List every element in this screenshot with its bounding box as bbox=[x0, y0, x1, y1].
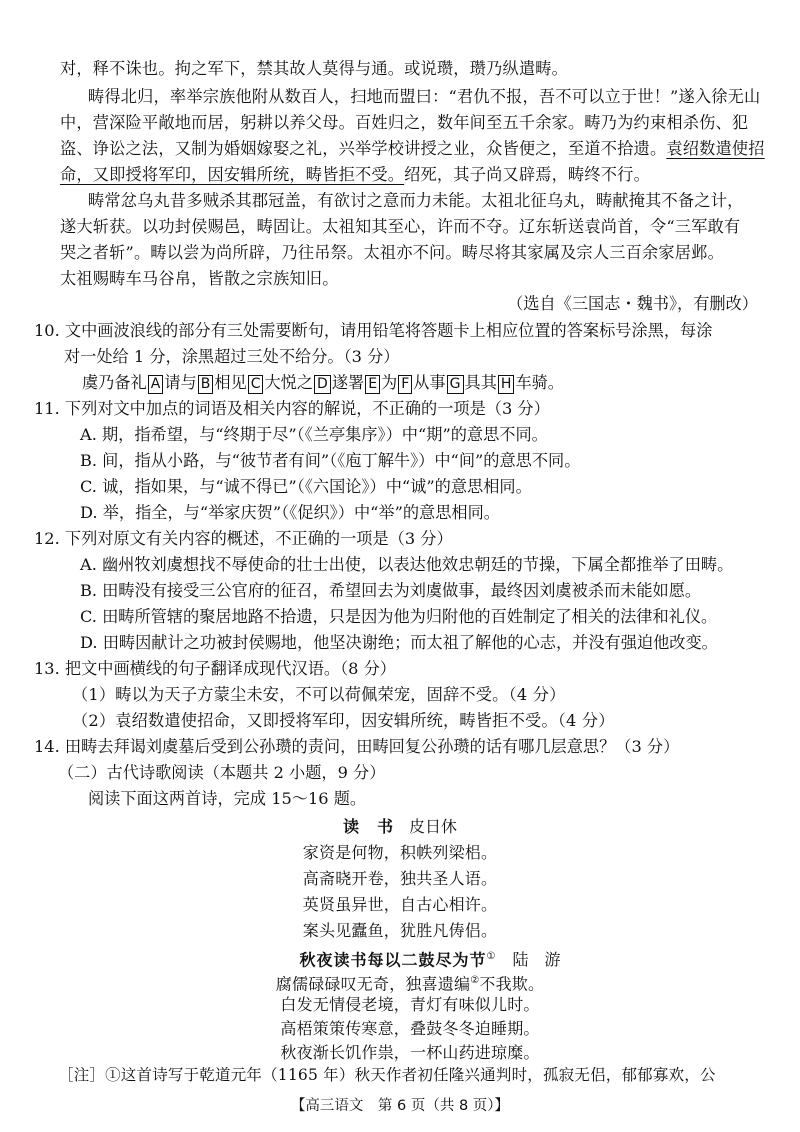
option-12-a: A. 幽州牧刘虞想找不辱使命的壮士出使，以表达他效忠朝廷的节操，下属全都推举了田畴。 bbox=[80, 555, 734, 574]
poem-annotation: ［注］①这首诗写于乾道元年（1165 年）秋天作者初任隆兴通判时，孤寂无侣，郁郁寡欢，公 bbox=[58, 1066, 716, 1084]
passage-line: 太祖赐畴车马谷帛，皆散之宗族知旧。 bbox=[60, 269, 339, 288]
option-11-b: B. 间，指从小路，与“彼节者有间”（《庖丁解牛》）中“间”的意思不同。 bbox=[80, 451, 581, 470]
poem2-title-note: ① bbox=[486, 951, 496, 962]
question-13: 13. 把文中画横线的句子翻译成现代汉语。（8 分） bbox=[34, 659, 396, 678]
passage-line: 对，释不诛也。拘之军下，禁其故人莫得与通。或说瓒，瓒乃纵遣畴。 bbox=[60, 59, 569, 78]
segment-text: 具其 bbox=[464, 373, 497, 392]
option-11-a: A. 期，指希望，与“终期于尽”（《兰亭集序》）中“期”的意思不同。 bbox=[80, 425, 548, 444]
poem1-title-row bbox=[0, 816, 800, 838]
passage-line bbox=[60, 138, 765, 160]
segment-text: 从事 bbox=[413, 373, 446, 392]
passage-line: 畴得北归，率举宗族他附从数百人，扫地而盟曰：“君仇不报，吾不可以立于世！”遂入徐无山 bbox=[88, 87, 761, 106]
segment-text: 相见 bbox=[214, 373, 247, 392]
passage-line: 中，营深险平敞地而居，躬耕以养父母。百姓归之，数年间至五千余家。畴乃为约束相杀伤、犯 bbox=[60, 113, 749, 132]
option-12-d: D. 田畴因献计之功被封侯赐地，他坚决谢绝；而太祖了解他的心志，并没有强迫他改变。 bbox=[80, 633, 718, 652]
poem1-title: 读 书 bbox=[342, 817, 394, 836]
poem1-line: 高斋晓开卷，独共圣人语。 bbox=[302, 869, 498, 888]
question-14: 14. 田畴去拜谒刘虞墓后受到公孙瓒的责问，田畴回复公孙瓒的话有哪几层意思？（3 分） bbox=[34, 737, 680, 756]
poem1-line: 家资是何物，积帙列梁梠。 bbox=[302, 843, 498, 862]
option-11-c: C. 诚，指如果，与“诚不得已”（《六国论》）中“诚”的意思相同。 bbox=[80, 477, 532, 496]
option-11-d: D. 举，指全，与“举家庆贺”（《促织》）中“举”的意思相同。 bbox=[80, 503, 500, 522]
section-instruction: 阅读下面这两首诗，完成 15～16 题。 bbox=[88, 789, 367, 808]
underlined-sentence: 命，又即授将军印，因安辑所统，畴皆拒不受。 bbox=[60, 165, 405, 184]
question-10-cont: 对一处给 1 分，涂黑超过三处不给分。（3 分） bbox=[64, 347, 400, 366]
poem2-line bbox=[0, 970, 800, 995]
segment-text: 车骑。 bbox=[515, 373, 564, 392]
passage-line: 畴常忿乌丸昔多贼杀其郡冠盖，有欲讨之意而力未能。太祖北征乌丸，畴献掩其不备之计， bbox=[88, 191, 744, 210]
poem2-title-row bbox=[0, 946, 800, 971]
poem2-author: 陆 游 bbox=[512, 950, 561, 970]
segment-text: 请与 bbox=[164, 373, 197, 392]
question-13-item-1: （1）畴以为天子方蒙尘未安，不可以荷佩荣宠，固辞不受。（4 分） bbox=[72, 685, 566, 704]
question-10: 10. 文中画波浪线的部分有三处需要断句，请用铅笔将答题卡上相应位置的答案标号涂黑，每涂 bbox=[34, 321, 713, 340]
passage-line: 遂大斩获。以功封侯赐邑，畴固让。太祖知其至心，许而不夺。辽东斩送袁尚首，令“三军敢有 bbox=[60, 217, 741, 236]
source-citation: （选自《三国志・魏书》，有删改） bbox=[507, 294, 758, 313]
answer-box-a[interactable]: A bbox=[148, 375, 164, 394]
option-12-b: B. 田畴没有接受三公官府的征召，希望回去为刘虞做事，最终因刘虞被杀而未能如愿。 bbox=[80, 581, 702, 600]
poem1-line: 案头见蠹鱼，犹胜凡俦侣。 bbox=[302, 921, 498, 940]
passage-text: 绍死，其子尚又辟焉，畴终不行。 bbox=[404, 165, 650, 184]
poem2-line-note: ② bbox=[470, 975, 480, 986]
segment-text: 大悦之 bbox=[264, 373, 314, 392]
question-12: 12. 下列对原文有关内容的概述，不正确的一项是（3 分） bbox=[34, 529, 453, 548]
segment-text: 遂署 bbox=[331, 373, 365, 392]
segment-text: 虞乃备礼 bbox=[82, 373, 147, 392]
passage-line: 哭之者斩”。畴以尝为尚所辟，乃往吊祭。太祖亦不问。畴尽将其家属及宗人三百余家居邺。 bbox=[60, 243, 724, 262]
option-12-c: C. 田畴所管辖的聚居地路不拾遗，只是因为他为归附他的百姓制定了相关的法律和礼仪。 bbox=[80, 607, 718, 626]
answer-box-g[interactable]: G bbox=[447, 375, 464, 394]
poem2-line-text: 不我欺。 bbox=[479, 974, 545, 994]
poem2-line: 白发无情侵老境，青灯有味似儿时。 bbox=[280, 995, 540, 1014]
question-11: 11. 下列对文中加点的词语及相关内容的解说，不正确的一项是（3 分） bbox=[34, 399, 550, 418]
poem1-author: 皮日休 bbox=[409, 817, 458, 836]
poem1-line: 英贤虽异世，自古心相许。 bbox=[302, 895, 498, 914]
poem2-line: 高梧策策传寒意，叠鼓冬冬迫睡期。 bbox=[280, 1019, 540, 1038]
section-heading: （二）古代诗歌阅读（本题共 2 小题，9 分） bbox=[58, 763, 386, 782]
poem2-line-text: 腐儒碌碌叹无奇，独喜遗编 bbox=[275, 974, 471, 994]
question-10-segments bbox=[82, 372, 760, 394]
answer-box-b[interactable]: B bbox=[198, 375, 214, 394]
poem2-title: 秋夜读书每以二鼓尽为节 bbox=[299, 950, 487, 970]
poem2-line: 秋夜渐长饥作祟，一杯山药进琼糜。 bbox=[280, 1043, 540, 1062]
answer-box-e[interactable]: E bbox=[365, 375, 380, 394]
answer-box-h[interactable]: H bbox=[498, 375, 515, 394]
underlined-sentence: 袁绍数遣使招 bbox=[666, 139, 765, 158]
answer-box-d[interactable]: D bbox=[314, 375, 331, 394]
passage-text: 盗、诤讼之法，又制为婚姻嫁娶之礼，兴举学校讲授之业，众皆便之，至道不拾遗。 bbox=[60, 139, 667, 158]
segment-text: 为 bbox=[381, 373, 398, 392]
question-13-item-2: （2）袁绍数遣使招命，又即授将军印，因安辑所统，畴皆拒不受。（4 分） bbox=[72, 711, 615, 730]
answer-box-c[interactable]: C bbox=[248, 375, 264, 394]
answer-box-f[interactable]: F bbox=[398, 375, 412, 394]
page-footer: 【高三语文 第 6 页（共 8 页）】 bbox=[290, 1098, 510, 1114]
passage-line bbox=[60, 164, 760, 186]
